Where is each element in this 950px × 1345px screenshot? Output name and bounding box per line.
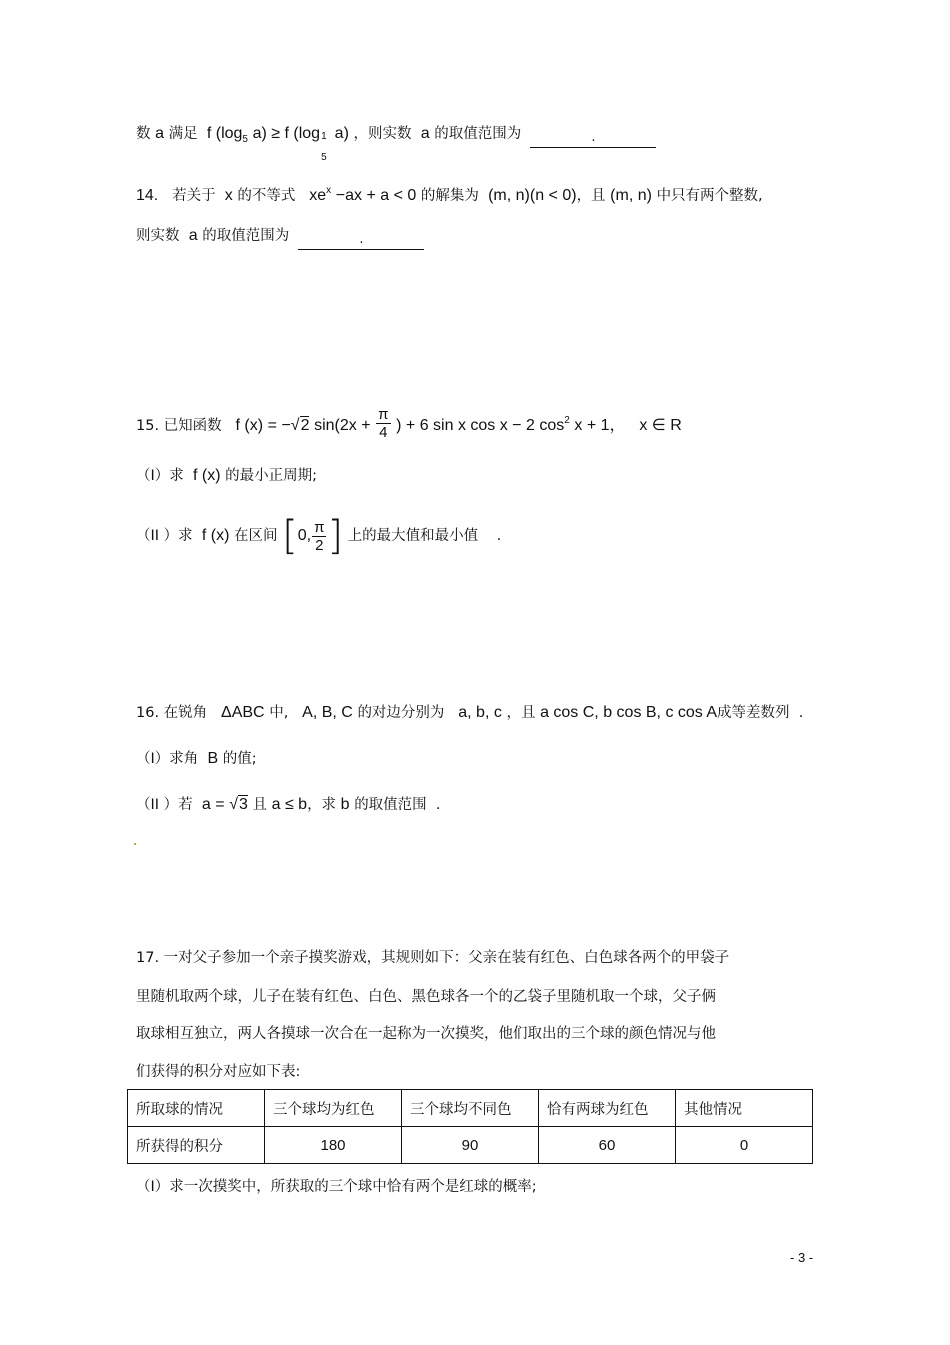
table-cell: 0 bbox=[676, 1127, 813, 1164]
expr: x + 1， bbox=[574, 417, 626, 434]
var-x: x bbox=[224, 187, 233, 204]
question-label: （I）求角 bbox=[136, 751, 199, 767]
left-bracket: [ bbox=[282, 513, 298, 559]
expr: A, B, C bbox=[302, 704, 353, 721]
answer-blank[interactable]: . bbox=[530, 131, 656, 148]
table-cell: 180 bbox=[265, 1127, 402, 1164]
problem-15-line bbox=[136, 405, 682, 455]
text: 上的最大值和最小值 bbox=[347, 528, 479, 544]
text: 的取值范围 bbox=[354, 797, 427, 813]
expr: a cos C, b cos B, c cos A bbox=[540, 704, 718, 721]
text: . bbox=[798, 705, 804, 721]
right-bracket: ] bbox=[327, 513, 344, 559]
expr: a ≤ b bbox=[271, 796, 308, 813]
text: 中, bbox=[269, 705, 289, 721]
stray-dot bbox=[134, 843, 136, 845]
sqrt-content: 3 bbox=[238, 796, 248, 813]
var-a: a bbox=[188, 227, 198, 244]
text: 则实数 bbox=[136, 228, 180, 244]
table-cell: 所获得的积分 bbox=[128, 1127, 265, 1164]
text: ，且 bbox=[506, 705, 536, 721]
table-row bbox=[128, 1127, 813, 1164]
question-label: （II ）若 bbox=[136, 797, 193, 813]
question-label: （II ）求 bbox=[136, 528, 193, 544]
table-cell: 90 bbox=[402, 1127, 539, 1164]
text: 的对边分别为 bbox=[357, 705, 445, 721]
expr: a, b, c bbox=[458, 704, 502, 721]
text: 的取值范围为 bbox=[434, 126, 522, 142]
text: 在区间 bbox=[234, 528, 278, 544]
text: 数 bbox=[136, 126, 151, 142]
problem-16-line bbox=[136, 703, 803, 723]
expr: a = bbox=[201, 796, 225, 813]
numerator: π bbox=[378, 405, 389, 423]
var-a: a bbox=[155, 125, 165, 142]
text: 若关于 bbox=[172, 188, 216, 204]
table-row bbox=[128, 1090, 813, 1127]
text: 的不等式 bbox=[237, 188, 296, 204]
expr: sin(2x + bbox=[314, 417, 371, 434]
problem-label: 15. 已知函数 bbox=[136, 418, 222, 434]
text: . bbox=[496, 528, 502, 544]
numerator: π bbox=[314, 518, 325, 536]
problem-15-q1 bbox=[136, 466, 317, 486]
expr: xe bbox=[309, 187, 327, 204]
text: ，且 bbox=[576, 188, 606, 204]
table-header-cell: 所取球的情况 bbox=[128, 1090, 265, 1127]
log-base: 5 bbox=[242, 134, 248, 145]
problem-13-line bbox=[136, 124, 656, 163]
exponent: x bbox=[326, 185, 332, 196]
expr: 0, bbox=[297, 527, 312, 544]
text: 的最小正周期; bbox=[225, 468, 318, 484]
page-number: - 3 - bbox=[790, 1250, 814, 1265]
question-label: （I）求 bbox=[136, 468, 184, 484]
problem-label: 16. 在锐角 bbox=[136, 705, 208, 721]
text: 的解集为 bbox=[420, 188, 479, 204]
expr: f (x) bbox=[235, 417, 264, 434]
table-header-cell: 三个球均不同色 bbox=[402, 1090, 539, 1127]
expr: = − bbox=[267, 417, 291, 434]
text: 的取值范围为 bbox=[202, 228, 290, 244]
problem-17-q1: （I）求一次摸奖中，所获取的三个球中恰有两个是红球的概率; bbox=[136, 1179, 537, 1195]
text: 的值; bbox=[222, 751, 257, 767]
expr: a) ≥ f (log bbox=[252, 125, 321, 142]
text: 中只有两个整数, bbox=[656, 188, 763, 204]
expr: x ∈ R bbox=[639, 417, 682, 434]
problem-number: 14. bbox=[136, 187, 159, 204]
table-cell: 60 bbox=[539, 1127, 676, 1164]
log-base-frac bbox=[320, 124, 330, 163]
expr: (m, n)(n < 0) bbox=[488, 187, 577, 204]
log-base-num: 1 bbox=[321, 131, 327, 142]
var-a: a bbox=[420, 125, 430, 142]
text: 且 bbox=[252, 797, 267, 813]
denominator: 2 bbox=[315, 536, 324, 554]
text: 满足 bbox=[168, 126, 198, 142]
expr: f (x) bbox=[193, 467, 221, 484]
problem-17-line2: 里随机取两个球，儿子在装有红色、白色、黑色球各一个的乙袋子里随机取一个球，父子俩 bbox=[136, 989, 716, 1005]
problem-14-line2 bbox=[136, 226, 424, 250]
expr: ) + 6 sin x cos x − 2 cos bbox=[396, 417, 565, 434]
score-table bbox=[127, 1089, 813, 1164]
problem-15-q2 bbox=[136, 513, 502, 568]
expr: ΔABC bbox=[221, 704, 265, 721]
expr: f (x) bbox=[201, 527, 230, 544]
problem-16-q1 bbox=[136, 749, 257, 769]
var-B: B bbox=[207, 750, 219, 767]
problem-17-line3: 取球相互独立，两人各摸球一次合在一起称为一次摸奖，他们取出的三个球的颜色情况与他 bbox=[136, 1026, 716, 1042]
problem-17-line1: 17. 一对父子参加一个亲子摸奖游戏，其规则如下：父亲在装有红色、白色球各两个的甲袋子 bbox=[136, 950, 730, 966]
problem-16-q2 bbox=[136, 795, 441, 815]
exponent: 2 bbox=[564, 415, 570, 426]
log-base-den: 5 bbox=[321, 152, 327, 163]
text: 成等差数列 bbox=[717, 705, 790, 721]
problem-17-line4: 们获得的积分对应如下表: bbox=[136, 1064, 301, 1080]
fraction bbox=[376, 406, 390, 441]
expr: f (log bbox=[206, 125, 243, 142]
sqrt-sign: √ bbox=[229, 796, 238, 813]
sqrt-content: 2 bbox=[300, 417, 310, 434]
expr: a) bbox=[334, 125, 349, 142]
var-b: b bbox=[340, 796, 350, 813]
table-header-cell: 三个球均为红色 bbox=[265, 1090, 402, 1127]
table-header-cell: 恰有两球为红色 bbox=[539, 1090, 676, 1127]
text: . bbox=[435, 797, 441, 813]
answer-blank[interactable]: . bbox=[298, 233, 424, 250]
problem-14-line1 bbox=[136, 181, 763, 206]
sqrt-sign: √ bbox=[290, 417, 300, 434]
expr: −ax + a < 0 bbox=[335, 187, 417, 204]
denominator: 4 bbox=[379, 423, 388, 441]
fraction bbox=[312, 519, 326, 554]
text: ，则实数 bbox=[353, 126, 412, 142]
table-header-cell: 其他情况 bbox=[676, 1090, 813, 1127]
text: ，求 bbox=[307, 797, 337, 813]
expr: (m, n) bbox=[610, 187, 652, 204]
